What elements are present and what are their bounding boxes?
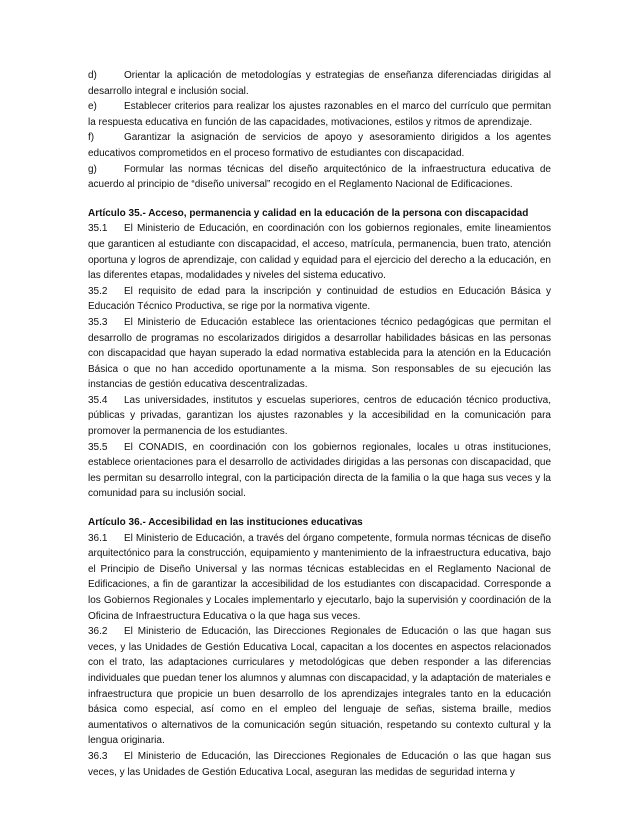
article-35-4 [88, 393, 551, 440]
list-item-d [88, 68, 551, 99]
paragraph-text: El Ministerio de Educación, en coordinación con los gobiernos regionales, emite lineamientos que garanticen al estudiante con discapacidad, el acceso, matrícula, permanencia, buen trato, atención oportuna y logros de aprendizaje, con calidad y equidad para el ejercicio del derecho a la educación, en las diferentes etapas, modalidades y niveles del sistema educativo. [88, 223, 551, 282]
paragraph-text: El Ministerio de Educación, las Direcciones Regionales de Educación o las que hagan sus veces, y las Unidades de Gestión Educativa Local, aseguran las medidas de seguridad interna y [88, 750, 551, 778]
paragraph-text: El requisito de edad para la inscripción y continuidad de estudios en Educación Básica y Educación Técnico Productiva, se rige por la normativa vigente. [88, 285, 551, 313]
article-36-3 [88, 749, 551, 780]
article-35-5 [88, 440, 551, 502]
paragraph-number: 35.5 [88, 441, 108, 453]
list-item-label: f) [88, 132, 95, 144]
paragraph-number: 36.1 [88, 532, 108, 544]
paragraph-number: 35.3 [88, 316, 108, 328]
list-item-text: Garantizar la asignación de servicios de apoyo y asesoramiento dirigidos a los agentes educativos comprometidos en el proceso formativo de estudiantes con discapacidad. [88, 132, 551, 159]
paragraph-text: El Ministerio de Educación, a través del órgano competente, formula normas técnicas de diseño arquitectónico para la construcción, equipamiento y mantenimiento de la infraestructura educativa, bajo el Principio de Diseño Universal y las normas técnicas establecidas en el Reglamento Nacional de Edificaciones, a fin de garantizar la accesibilidad de los estudiantes con discapacidad. Corresponde a los Gobiernos Regionales y Locales implementarlo y ejecutarlo, bajo la supervisión y coordinación de la Oficina de Infraestructura Educativa o la que haga sus veces. [88, 532, 551, 622]
article-35-heading: Artículo 35.- Acceso, permanencia y calidad en la educación de la persona con discapacidad [88, 207, 529, 219]
paragraph-number: 36.3 [88, 750, 108, 762]
paragraph-number: 35.1 [88, 223, 108, 235]
list-item-e [88, 99, 551, 130]
paragraph-text: El Ministerio de Educación establece las orientaciones técnico pedagógicas que permitan el desarrollo de programas no escolarizados dirigidos a desarrollar habilidades básicas en las personas con discapacidad que hayan superado la edad normativa establecida para la atención en la Educación Básica o que no han accedido oportunamente a la misma. Son responsables de su ejecución las instancias de gestión educativa descentralizadas. [88, 316, 551, 391]
list-item-label: e) [88, 101, 97, 113]
list-item-text: Orientar la aplicación de metodologías y estrategias de enseñanza diferenciadas dirigidas al desarrollo integral e inclusión social. [88, 70, 551, 97]
paragraph-number: 35.4 [88, 394, 108, 406]
article-35-2 [88, 284, 551, 315]
article-35-1 [88, 221, 551, 283]
paragraph-number: 36.2 [88, 626, 108, 638]
list-item-text: Formular las normas técnicas del diseño arquitectónico de la infraestructura educativa de acuerdo al principio de “diseño universal” recogido en el Reglamento Nacional de Edificaciones. [88, 163, 551, 191]
list-item-label: d) [88, 70, 97, 81]
list-item-text: Establecer criterios para realizar los ajustes razonables en el marco del currículo que permitan la respuesta educativa en función de las capacidades, motivaciones, estilos y ritmos de aprendizaje. [88, 101, 551, 128]
list-item-label: g) [88, 163, 97, 175]
article-36-heading: Artículo 36.- Accesibilidad en las instituciones educativas [88, 517, 363, 529]
article-36-2 [88, 624, 551, 749]
paragraph-text: El CONADIS, en coordinación con los gobiernos regionales, locales u otras instituciones, establece orientaciones para el desarrollo de actividades dirigidas a las personas con discapacidad, que les permitan su desarrollo integral, con la participación directa de la familia o la que haga sus veces y la comunidad para su inclusión social. [88, 441, 551, 500]
paragraph-text: Las universidades, institutos y escuelas superiores, centros de educación técnico productiva, públicas y privadas, garantizan los ajustes razonables y la accesibilidad en la comunicación para promover la permanencia de los estudiantes. [88, 394, 551, 438]
article-35-3 [88, 315, 551, 393]
list-item-f [88, 130, 551, 161]
paragraph-text: El Ministerio de Educación, las Direcciones Regionales de Educación o las que hagan sus veces, y las Unidades de Gestión Educativa Local, capacitan a los docentes en aspectos relacionados con el trato, las adaptaciones curriculares y metodológicas que deben responder a las diferencias individuales que puedan tener los alumnos y alumnas con discapacidad, y la adaptación de materiales e infraestructura que propicie un buen desarrollo de los aprendizajes integrales tanto en la educación básica como especial, así como en el empleo del lenguaje de señas, sistema braille, medios aumentativos o alternativos de la comunicación según situación, respetando su contexto cultural y la lengua originaria. [88, 626, 551, 747]
article-36-1 [88, 531, 551, 625]
paragraph-number: 35.2 [88, 285, 108, 297]
document-page [88, 68, 551, 780]
list-item-g [88, 162, 551, 193]
